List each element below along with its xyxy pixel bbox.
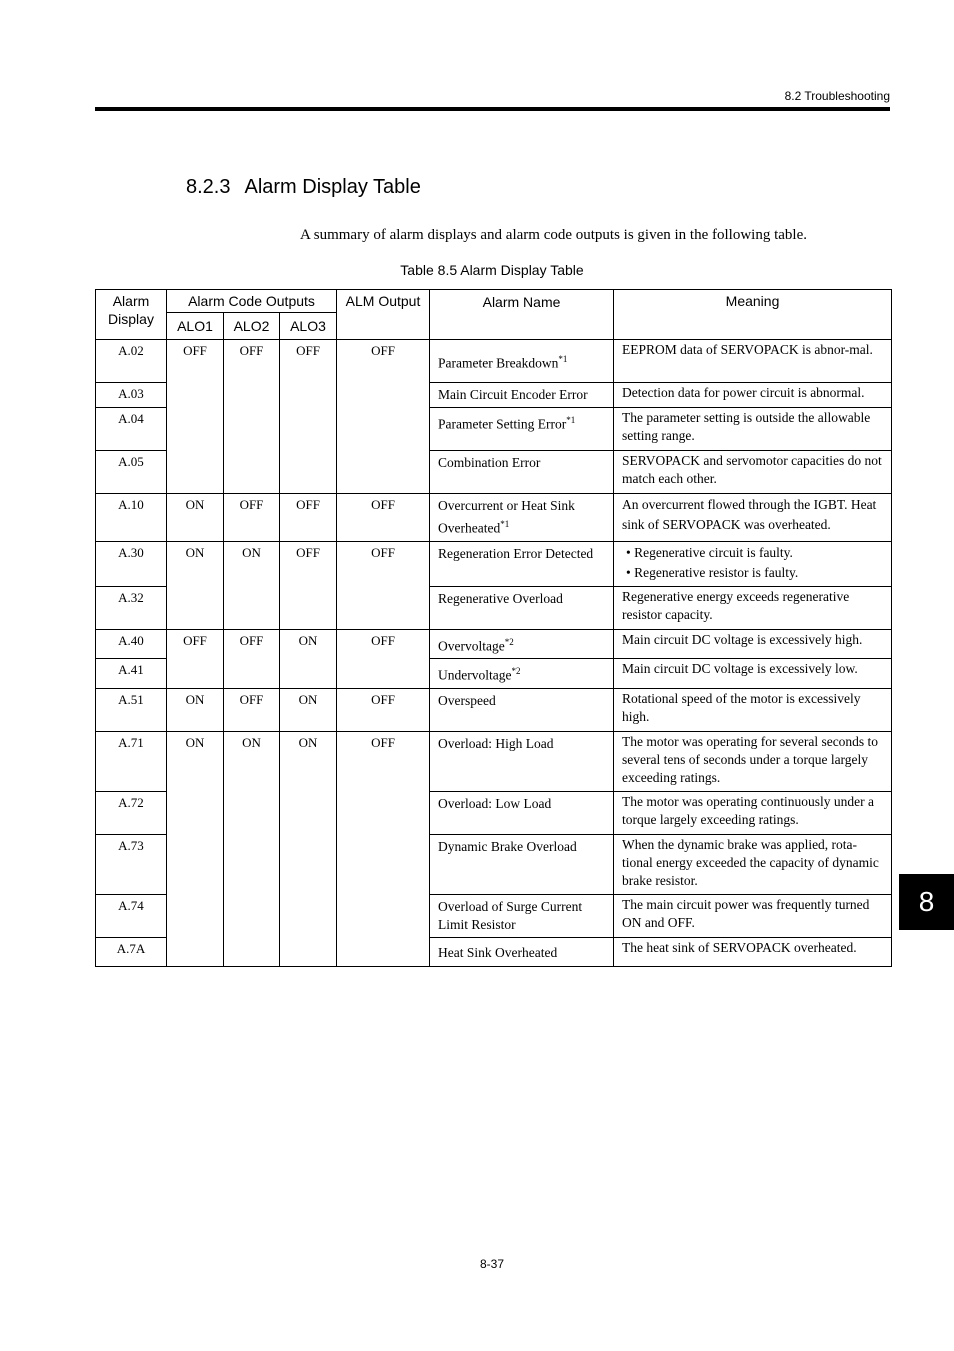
table-row	[96, 688, 892, 731]
alarm-name-cell: Combination Error	[430, 451, 614, 494]
alo2-cell: OFF	[224, 340, 280, 494]
alarm-display-cell: A.32	[96, 586, 167, 629]
alo2-cell: OFF	[224, 494, 280, 542]
alo2-cell: OFF	[224, 688, 280, 731]
alo1-cell: OFF	[167, 629, 224, 688]
alarm-name-cell: Overload of Surge Current Limit Resistor	[430, 894, 614, 937]
meaning-cell: EEPROM data of SERVOPACK is abnor-mal.	[614, 340, 892, 383]
alarm-name-cell: Overspeed	[430, 688, 614, 731]
alarm-display-cell: A.72	[96, 791, 167, 834]
alo3-cell: OFF	[280, 340, 337, 494]
alm-output-cell: OFF	[337, 688, 430, 731]
footnote-mark: *1	[566, 415, 576, 425]
alo2-cell: ON	[224, 541, 280, 629]
meaning-cell: Rotational speed of the motor is excessively high.	[614, 688, 892, 731]
alo3-cell: ON	[280, 629, 337, 688]
alarm-display-cell: A.51	[96, 688, 167, 731]
alarm-name-text: Overcurrent or Heat Sink Overheated	[438, 498, 575, 536]
alarm-name-cell: Heat Sink Overheated	[430, 937, 614, 966]
alm-output-cell: OFF	[337, 494, 430, 542]
meaning-bullet: • Regenerative circuit is faulty.	[626, 543, 884, 563]
header-alo1: ALO1	[167, 313, 224, 340]
alarm-display-table	[95, 289, 892, 967]
header-alm-output: ALM Output	[337, 290, 430, 340]
alo2-cell: ON	[224, 731, 280, 966]
section-title	[186, 176, 421, 199]
alm-output-cell: OFF	[337, 629, 430, 688]
alarm-display-cell: A.02	[96, 340, 167, 383]
alarm-name-cell	[430, 629, 614, 659]
alo3-cell: ON	[280, 688, 337, 731]
alo3-cell: ON	[280, 731, 337, 966]
alo1-cell: ON	[167, 731, 224, 966]
alarm-display-cell: A.71	[96, 731, 167, 791]
meaning-bullet-list	[626, 543, 884, 583]
alo1-cell: ON	[167, 541, 224, 629]
alo1-cell: OFF	[167, 340, 224, 494]
meaning-cell: The parameter setting is outside the allowable setting range.	[614, 408, 892, 451]
alarm-name-cell: Overload: High Load	[430, 731, 614, 791]
alarm-name-cell: Overload: Low Load	[430, 791, 614, 834]
header-alo3: ALO3	[280, 313, 337, 340]
table-row	[96, 731, 892, 791]
header-alarm-code-outputs: Alarm Code Outputs	[167, 290, 337, 313]
alarm-name-text: Undervoltage	[438, 667, 512, 683]
meaning-cell: Main circuit DC voltage is excessively low.	[614, 659, 892, 689]
running-header: 8.2 Troubleshooting	[784, 89, 890, 103]
meaning-cell	[614, 541, 892, 586]
alm-output-cell: OFF	[337, 541, 430, 629]
alo3-cell: OFF	[280, 541, 337, 629]
alarm-name-text: Parameter Setting Error	[438, 416, 567, 432]
alarm-name-cell: Main Circuit Encoder Error	[430, 383, 614, 408]
alarm-name-cell: Regeneration Error Detected	[430, 541, 614, 586]
alm-output-cell: OFF	[337, 340, 430, 494]
alarm-name-cell: Regenerative Overload	[430, 586, 614, 629]
header-alo2: ALO2	[224, 313, 280, 340]
alarm-display-cell: A.7A	[96, 937, 167, 966]
alarm-name-cell	[430, 494, 614, 542]
alo2-cell: OFF	[224, 629, 280, 688]
table-row	[96, 541, 892, 586]
meaning-cell: Main circuit DC voltage is excessively high.	[614, 629, 892, 659]
table-row	[96, 494, 892, 542]
alarm-display-cell: A.10	[96, 494, 167, 542]
alarm-display-cell: A.05	[96, 451, 167, 494]
alarm-name-text: Parameter Breakdown	[438, 355, 559, 371]
meaning-cell: An overcurrent flowed through the IGBT. Heat sink of SERVOPACK was overheated.	[614, 494, 892, 542]
meaning-cell: When the dynamic brake was applied, rota-tional energy exceeded the capacity of dynamic brake resistor.	[614, 834, 892, 894]
meaning-cell: The motor was operating for several seconds to several tens of seconds under a torque largely exceeding ratings.	[614, 731, 892, 791]
header-rule	[95, 107, 890, 111]
section-heading: Alarm Display Table	[244, 176, 421, 198]
chapter-tab: 8	[899, 874, 954, 930]
section-number: 8.2.3	[186, 176, 231, 198]
page-number: 8-37	[479, 1257, 505, 1271]
footnote-mark: *2	[511, 666, 521, 676]
header-alarm-display: Alarm Display	[96, 290, 167, 340]
intro-paragraph: A summary of alarm displays and alarm code outputs is given in the following table.	[300, 227, 807, 243]
alarm-name-cell: Dynamic Brake Overload	[430, 834, 614, 894]
alo1-cell: ON	[167, 688, 224, 731]
alarm-display-cell: A.30	[96, 541, 167, 586]
alarm-display-cell: A.40	[96, 629, 167, 659]
alarm-name-cell	[430, 340, 614, 383]
header-alarm-name: Alarm Name	[430, 290, 614, 340]
meaning-cell: Regenerative energy exceeds regenerative resistor capacity.	[614, 586, 892, 629]
alarm-display-cell: A.73	[96, 834, 167, 894]
footnote-mark: *1	[500, 519, 510, 529]
header-meaning: Meaning	[614, 290, 892, 340]
meaning-cell: SERVOPACK and servomotor capacities do not match each other.	[614, 451, 892, 494]
alarm-name-text: Overvoltage	[438, 638, 505, 653]
footnote-mark: *2	[504, 636, 514, 647]
meaning-cell: The main circuit power was frequently turned ON and OFF.	[614, 894, 892, 937]
table-row	[96, 629, 892, 659]
alarm-name-cell	[430, 659, 614, 689]
footnote-mark: *1	[558, 353, 568, 364]
meaning-cell: The heat sink of SERVOPACK overheated.	[614, 937, 892, 966]
meaning-cell: Detection data for power circuit is abnormal.	[614, 383, 892, 408]
alo1-cell: ON	[167, 494, 224, 542]
table-caption: Table 8.5 Alarm Display Table	[400, 262, 584, 278]
meaning-bullet: • Regenerative resistor is faulty.	[626, 563, 884, 583]
alarm-display-cell: A.03	[96, 383, 167, 408]
alo3-cell: OFF	[280, 494, 337, 542]
alarm-display-cell: A.04	[96, 408, 167, 451]
alarm-name-cell	[430, 408, 614, 451]
alarm-display-cell: A.74	[96, 894, 167, 937]
alarm-display-cell: A.41	[96, 659, 167, 689]
meaning-cell: The motor was operating continuously under a torque largely exceeding ratings.	[614, 791, 892, 834]
table-row	[96, 340, 892, 383]
alm-output-cell: OFF	[337, 731, 430, 966]
